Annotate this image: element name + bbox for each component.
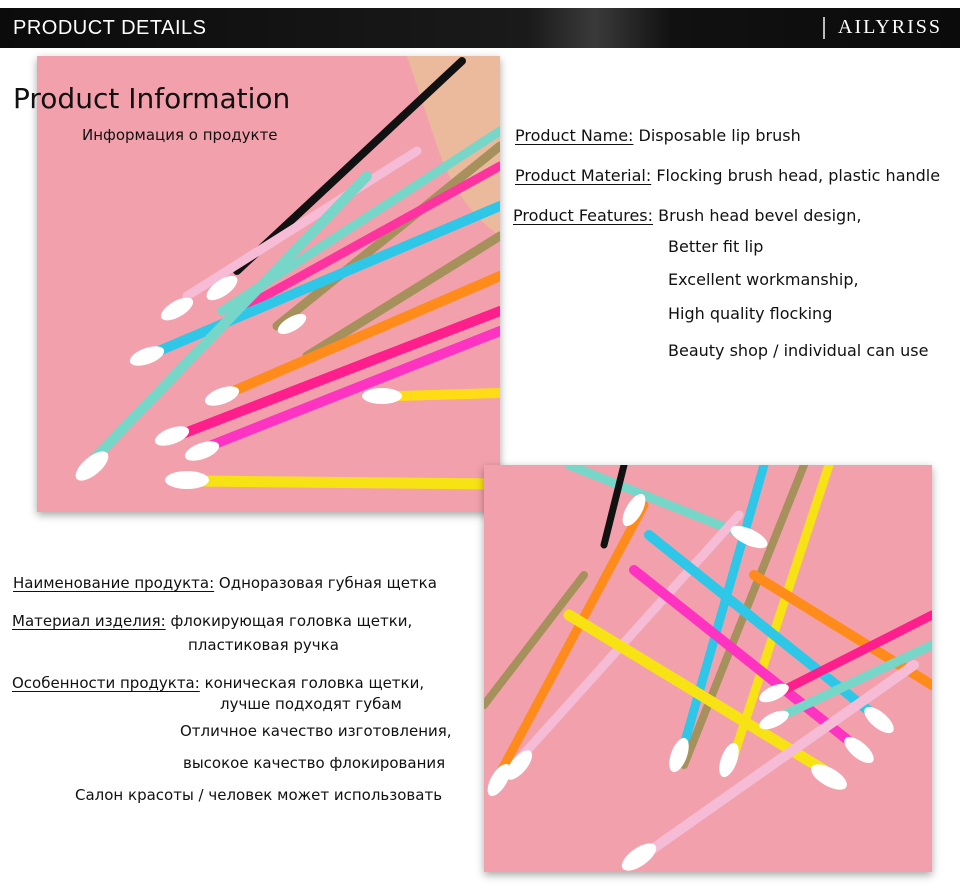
spec-name-value: Disposable lip brush bbox=[638, 126, 801, 145]
spec-name-ru bbox=[13, 574, 437, 592]
spec-feature-item: Brush head bevel design, bbox=[658, 206, 862, 225]
spec-features-label-ru: Особенности продукта: bbox=[12, 674, 200, 692]
header-bar bbox=[0, 8, 960, 48]
spec-feature-item-ru: Салон красоты / человек может использовать bbox=[75, 786, 443, 804]
spec-material-label: Product Material: bbox=[515, 166, 652, 185]
spec-name-en bbox=[515, 126, 801, 145]
spec-features-value-ru: коническая головка щетки, bbox=[204, 674, 425, 692]
spec-material-value2-ru: пластиковая ручка bbox=[188, 636, 339, 654]
spec-material-en bbox=[515, 166, 940, 185]
header-divider bbox=[823, 17, 825, 39]
product-photo-bottom bbox=[484, 465, 932, 872]
spec-name-label: Product Name: bbox=[515, 126, 634, 145]
spec-feature-item: Excellent workmanship, bbox=[668, 270, 859, 289]
spec-material-value: Flocking brush head, plastic handle bbox=[656, 166, 941, 185]
spec-features-en bbox=[513, 206, 861, 225]
spec-features-value2-ru: лучше подходят губам bbox=[220, 695, 402, 713]
spec-feature-item-ru: высокое качество флокирования bbox=[183, 754, 446, 772]
spec-feature-item-ru: Отличное качество изготовления, bbox=[180, 722, 452, 740]
product-photo-top-art bbox=[37, 56, 500, 512]
spec-name-label-ru: Наименование продукта: bbox=[13, 574, 215, 592]
brand-logo: AILYRISS bbox=[838, 16, 943, 38]
spec-features-ru bbox=[12, 674, 424, 692]
info-title: Product Information bbox=[13, 82, 291, 115]
spec-feature-item: Better fit lip bbox=[668, 237, 764, 256]
product-photo-bottom-art bbox=[484, 465, 932, 872]
info-subtitle: Информация о продукте bbox=[82, 126, 278, 144]
header-title: PRODUCT DETAILS bbox=[13, 17, 207, 39]
spec-feature-item: Beauty shop / individual can use bbox=[668, 341, 929, 360]
spec-name-value-ru: Одноразовая губная щетка bbox=[218, 574, 437, 592]
spec-features-label: Product Features: bbox=[513, 206, 654, 225]
product-photo-top bbox=[37, 56, 500, 512]
spec-feature-item: High quality flocking bbox=[668, 304, 833, 323]
spec-material-value-ru: флокирующая головка щетки, bbox=[170, 612, 413, 630]
spec-material-label-ru: Материал изделия: bbox=[12, 612, 166, 630]
spec-material-ru bbox=[12, 612, 412, 630]
